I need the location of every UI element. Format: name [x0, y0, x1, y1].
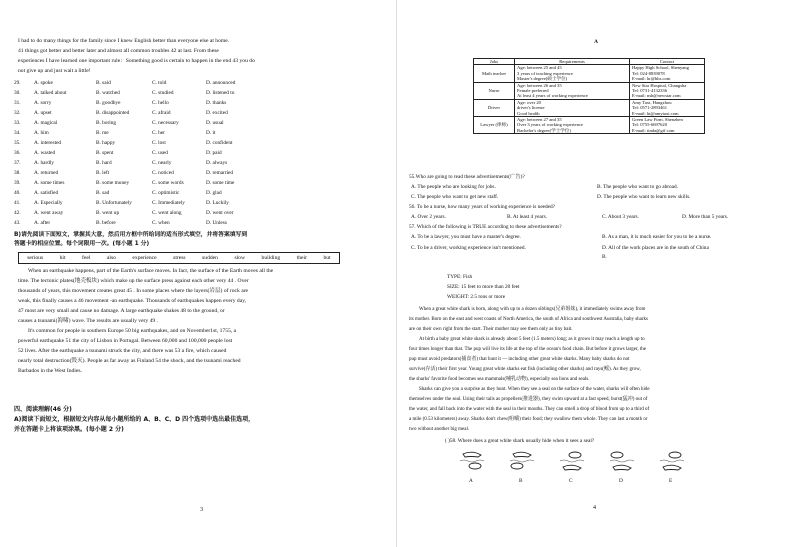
- table-row: [474, 117, 705, 134]
- picture-label: A: [469, 478, 473, 484]
- choice-option-a: A. spoke: [34, 80, 53, 86]
- choice-option-a: A. satisfied: [34, 190, 59, 196]
- req-line: At least 4 years of working experience: [517, 93, 588, 99]
- q57-option-d: D. All of the work places are in the south of China: [602, 245, 709, 251]
- choice-option-d: D. Unless: [206, 220, 227, 226]
- req-line: Bachelor's degree(学士学位): [517, 127, 572, 133]
- section-b-instruction: B)请先阅读下面短文，掌握其大意，然后用方框中所给词的适当形式填空，并将答案填写到: [14, 232, 248, 238]
- choice-option-a: A. interested: [34, 140, 62, 146]
- word-box-item: but: [323, 255, 331, 261]
- choice-option-d: D. Luckily: [206, 200, 229, 206]
- choice-number: 35.: [14, 140, 21, 146]
- choice-option-a: A. some times: [34, 180, 65, 186]
- shark-passage-line: the sharks' favorite food becomes sea mammals(哺乳动物), especially sea lions and seals.: [409, 377, 590, 382]
- passage-line: 47 most are very small and cause no damage. A large earthquake shakes 48 to the ground, or: [18, 308, 225, 314]
- page-number-left: 3: [200, 507, 203, 513]
- passage-line: powerful earthquake 51 the city of Lisbon in Portugal. Between 60,000 and 100,000 people lost: [18, 338, 233, 344]
- choice-option-a: A. magical: [34, 120, 58, 126]
- header-jobs: Jobs: [474, 59, 515, 65]
- contact-line: New Star Hospital, Changsha: [632, 82, 687, 88]
- word-box-item: hit: [59, 255, 66, 261]
- req-line: Age: between 26 and 35: [517, 82, 562, 88]
- contact-line: E-mail: hr@hhs.com: [632, 76, 671, 82]
- job-cell: Nurse: [474, 82, 515, 99]
- job-cell: Driver: [474, 99, 515, 116]
- q55-option-a: A. The people who are looking for jobs.: [411, 184, 496, 190]
- choice-option-b: B. sad: [96, 190, 110, 196]
- req-cell: [515, 65, 630, 82]
- contact-line: Tel: 0571-2893461: [632, 105, 668, 111]
- fact-type: TYPE: Fish: [447, 274, 473, 280]
- passage-line: 52 lives. After the earthquake a tsunami struck the city, and there was 53 a fire, which caused: [18, 348, 227, 354]
- shark-passage-line: When a great white shark is born, along with up to a dozen siblings(兄弟姐妹), it immediately swims away from: [419, 307, 646, 312]
- passage-line: Barbados in the West Indies.: [18, 368, 82, 374]
- q55-option-c: C. The people who want to get new staff.: [411, 194, 499, 200]
- choice-option-a: A. went away: [34, 210, 64, 216]
- choice-option-a: A. returned: [34, 170, 59, 176]
- q56-option-d: D. More than 5 years.: [682, 214, 729, 220]
- choice-option-b: B. said: [96, 80, 111, 86]
- choice-option-c: C. necessary: [152, 120, 179, 126]
- q56-option-a: A. Over 2 years.: [411, 214, 446, 220]
- choice-option-a: A. wasted: [34, 150, 56, 156]
- choice-option-b: B. boring: [96, 120, 117, 126]
- choice-number: 34.: [14, 130, 21, 136]
- choice-option-b: B. left: [96, 170, 110, 176]
- contact-line: Tel: 0755-6697620: [632, 122, 668, 128]
- choice-option-b: B. some money: [96, 180, 130, 186]
- choice-option-c: C. optimistic: [152, 190, 180, 196]
- choice-option-c: C. lost: [152, 140, 166, 146]
- req-cell: [515, 117, 630, 134]
- passage-line: When an earthquake happens, part of the Earth's surface moves. In fact, the surface of the Earth moves all the: [28, 268, 274, 274]
- word-box-item: building: [261, 255, 281, 261]
- word-box: [18, 252, 340, 264]
- choice-option-a: A. talked about: [34, 90, 67, 96]
- section-b-instruction-2: 答题卡的相应位置。每个词限用一次。(每小题 1 分): [14, 241, 150, 247]
- q57-option-b: B. As a man, it is much easier for you to be a nurse.: [602, 234, 712, 240]
- choice-option-b: B. before: [96, 220, 116, 226]
- choice-option-c: C. used: [152, 150, 168, 156]
- header-contact: Contact: [630, 59, 705, 65]
- contact-line: E-mail: ht@amytaxi.com: [632, 110, 679, 116]
- choice-option-a: A. sorry: [34, 100, 52, 106]
- contact-line: Tel: 0731-4132336: [632, 88, 668, 94]
- req-line: Age: between 27 and 35: [517, 117, 562, 123]
- shark-passage-line: two without another big meal.: [409, 427, 470, 432]
- choice-option-c: C. some words: [152, 180, 184, 186]
- req-cell: [515, 82, 630, 99]
- intro-line-4: not give up and just wait a little!: [18, 68, 91, 74]
- choice-option-c: C. afraid: [152, 110, 171, 116]
- choice-option-d: D. remarried: [206, 170, 234, 176]
- passage-line: causes a tsunami(海啸) wave. The results are usually very 49 .: [18, 318, 159, 324]
- choice-option-d: D. listened to: [206, 90, 235, 96]
- intro-line-1: I had to do many things for the family since I knew English better than everyone else at home.: [18, 38, 230, 44]
- intro-line-3: experiences I have learned one important rule：Something good is certain to happen in the end 43 you do: [18, 58, 255, 64]
- choice-option-c: C. hello: [152, 100, 169, 106]
- contact-cell: [630, 65, 705, 82]
- q58-stem: ( )58. Where does a great white shark usually hide when it sees a seal?: [445, 438, 595, 444]
- shark-passage-line: four times longer than that. The pup will live its life at the top of the ocean's food chain. But before it grows larger, the: [409, 347, 646, 352]
- req-line: Female preferred: [517, 88, 549, 94]
- q55-option-b: B. The people who want to go abroad.: [597, 184, 678, 190]
- choice-option-d: D. it: [206, 130, 216, 136]
- choice-option-d: D. paid: [206, 150, 222, 156]
- picture-label: B: [519, 478, 523, 484]
- word-box-item: feel: [82, 255, 91, 261]
- choice-option-c: C. when: [152, 220, 170, 226]
- choice-option-b: B. me: [96, 130, 109, 136]
- fact-size: SIZE: 15 feet to more than 20 feet: [447, 284, 520, 290]
- intro-line-2: 41 things got better and better later and almost all common troubles 42 at last. From these: [18, 48, 219, 54]
- word-box-item: slow: [234, 255, 246, 261]
- choice-option-b: B. happy: [96, 140, 116, 146]
- choice-option-c: C. noticed: [152, 170, 174, 176]
- choice-number: 41.: [14, 200, 21, 206]
- choice-option-d: D. excited: [206, 110, 228, 116]
- shark-passage-line: its mother. Born on the east and west coasts of North America, the south of Africa and southwest Australia, baby sharks: [409, 317, 648, 322]
- req-line: Age: between 25 and 45: [517, 65, 562, 71]
- choice-option-d: D. confident: [206, 140, 233, 146]
- contact-line: Tel: 024-8839078: [632, 70, 665, 76]
- word-box-item: their: [296, 255, 307, 261]
- word-box-item: also: [106, 255, 116, 261]
- contact-cell: [630, 82, 705, 99]
- choice-option-b: B. disappointed: [96, 110, 130, 116]
- table-row: [474, 99, 705, 116]
- picture-label: C: [569, 478, 573, 484]
- word-box-item: experience: [132, 255, 157, 261]
- choice-number: 32.: [14, 110, 21, 116]
- shark-seal-picture: [659, 448, 685, 474]
- shark-passage-line: At birth a baby great white shark is already about 5 feet (1.5 meters) long; as it grows it may reach a length up to: [419, 337, 645, 342]
- section-b-label: B.: [602, 254, 607, 260]
- req-cell: [515, 99, 630, 116]
- choice-option-b: B. goodbye: [96, 100, 121, 106]
- word-box-item: sudden: [202, 255, 218, 261]
- choice-number: 39.: [14, 180, 21, 186]
- choice-option-c: C. went along: [152, 210, 182, 216]
- choice-number: 43.: [14, 220, 21, 226]
- right-page: [397, 0, 794, 547]
- choice-option-c: C. Immediately: [152, 200, 185, 206]
- q56-option-c: C. About 3 years.: [602, 214, 639, 220]
- choice-number: 30.: [14, 90, 21, 96]
- req-line: Over 3 years of working experience: [517, 122, 583, 128]
- shark-passage-line: themselves under the seal. Using their tails as propellers(推进器), they swim upward at a fast speed, burst(猛冲) out of: [409, 397, 648, 402]
- req-line: 3 years of teaching experience: [517, 70, 573, 76]
- contact-line: E-mail: nsh@newstar.com: [632, 93, 681, 99]
- q55-stem: 55.Who are going to read these advertisements(广告)?: [409, 174, 525, 180]
- choice-option-a: A. after: [34, 220, 51, 226]
- contact-cell: [630, 117, 705, 134]
- req-line: Good health: [517, 110, 540, 116]
- picture-label: E: [669, 478, 673, 484]
- page-number-right: 4: [593, 505, 596, 511]
- choice-option-a: A. Especially: [34, 200, 63, 206]
- contact-line: Happy High School, Shenyang: [632, 65, 689, 71]
- choice-option-a: A. hardly: [34, 160, 55, 166]
- choice-option-a: A. him: [34, 130, 49, 136]
- shark-seal-picture: [459, 448, 485, 474]
- choice-option-b: B. watched: [96, 90, 120, 96]
- shark-passage-line: are on their own right from the start. Their mother may see them only as tiny bait.: [409, 327, 573, 332]
- section-a-label: A: [594, 39, 599, 45]
- choice-number: 42.: [14, 210, 21, 216]
- choice-option-d: D. usual: [206, 120, 224, 126]
- choice-number: 33.: [14, 120, 21, 126]
- shark-seal-picture: [559, 448, 585, 474]
- shark-passage-line: Sharks can give you a surprise as they hunt. When they see a seal on the surface of the water, sharks will often hide: [419, 387, 650, 392]
- choice-option-c: C. her: [152, 130, 165, 136]
- choice-option-b: B. spent: [96, 150, 114, 156]
- choice-number: 40.: [14, 190, 21, 196]
- section-4b-instruction: 并在答题卡上将该项涂黑。(每小题 2 分): [14, 426, 124, 433]
- section-4a-instruction: A)阅读下面短文，根据短文内容从每小题所给的 A、B、C、D 四个选项中选出最佳选项，: [14, 416, 255, 423]
- choice-option-c: C. studied: [152, 90, 174, 96]
- contact-line: Green Law Firm, Shenzhen: [632, 117, 683, 123]
- word-box-item: stress: [173, 255, 186, 261]
- req-line: Age: over 20: [517, 99, 541, 105]
- passage-line: It's common for people in southern Europe 50 big earthquakes, and on November1st, 1755, a: [28, 328, 237, 334]
- job-cell: Math teacher: [474, 65, 515, 82]
- q57-option-a: A. To be a lawyer, you must have a master's degree.: [411, 234, 521, 240]
- shark-seal-picture: [609, 448, 635, 474]
- section-4-heading: 四、阅读理解(46 分): [14, 406, 72, 413]
- q55-option-d: D. The people who want to learn new skills.: [597, 194, 691, 200]
- choice-number: 36.: [14, 150, 21, 156]
- choice-option-c: C. nearly: [152, 160, 172, 166]
- q56-option-b: B. At least 4 years.: [507, 214, 548, 220]
- shark-passage-line: pup must avoid predators(捕食者) that hunt it — including other great white sharks. Many baby sharks do not: [409, 357, 630, 362]
- shark-passage-line: a mile (0.53 kilometers) away. Sharks don't chew(咀嚼) their food; they swallow them whole. They can last a month or: [409, 417, 648, 422]
- choice-option-a: A. upset: [34, 110, 52, 116]
- contact-line: E-mail: tinda@gif.com: [632, 127, 675, 133]
- q57-option-c: C. To be a driver, working experience isn't mentioned.: [411, 245, 526, 251]
- passage-line: weak, this finally causes a 46 movement -an earthquake. Thousands of earthquakes happen every day,: [18, 298, 247, 304]
- choice-number: 29.: [14, 80, 21, 86]
- choice-option-b: B. went up: [96, 210, 120, 216]
- contact-cell: [630, 99, 705, 116]
- shark-passage-line: survive(存活) their first year. Young great white sharks eat fish (including other sharks) and rays(鳐). As they grow,: [409, 367, 641, 372]
- table-row: [474, 65, 705, 82]
- header-requirements: Requirements: [515, 59, 630, 65]
- choice-option-d: D. glad: [206, 190, 222, 196]
- choice-number: 37.: [14, 160, 21, 166]
- shark-passage-line: the water, and fall back into the water with the seal in their mouths. They can smell a drop of blood from up to a third of: [409, 407, 650, 412]
- passage-line: time. The tectonic plates(地壳板块) which make up the surface press against each other very 44 . Over: [18, 278, 249, 284]
- q57-stem: 57. Which of the following is TRUE according to these advertisements?: [409, 224, 562, 230]
- passage-line: thousands of years, this movement creates great 45 . In some places where the layers(岩层) of rock are: [18, 288, 249, 294]
- job-cell: Lawyer (律师): [474, 117, 515, 134]
- choice-number: 31.: [14, 100, 21, 106]
- picture-label: D: [619, 478, 623, 484]
- job-ads-table: [473, 58, 705, 134]
- word-box-item: serious: [27, 255, 44, 261]
- choice-option-b: B. hard: [96, 160, 112, 166]
- q56-stem: 56. To be a nurse, how many years of working experience is needed?: [409, 204, 556, 210]
- req-line: Master's degree(硕士学位): [517, 76, 568, 82]
- choice-option-d: D. went over: [206, 210, 234, 216]
- req-line: driver's license: [517, 105, 545, 111]
- choice-option-d: D. always: [206, 160, 228, 166]
- choice-option-d: D. some time: [206, 180, 235, 186]
- fact-weight: WEIGHT: 2.5 tons or more: [447, 294, 506, 300]
- shark-seal-picture: [509, 448, 535, 474]
- choice-option-b: B. Unfortunately: [96, 200, 132, 206]
- choice-option-d: D. thanks: [206, 100, 227, 106]
- choice-option-c: C. told: [152, 80, 167, 86]
- choice-number: 38.: [14, 170, 21, 176]
- contact-line: Amy Taxi, Hangzhou: [632, 99, 672, 105]
- choice-option-d: D. announced: [206, 80, 236, 86]
- table-row: [474, 82, 705, 99]
- passage-line: nearly total destruction(毁灭). People as far away as Finland 54 the shock, and the tsunami reached: [18, 358, 241, 364]
